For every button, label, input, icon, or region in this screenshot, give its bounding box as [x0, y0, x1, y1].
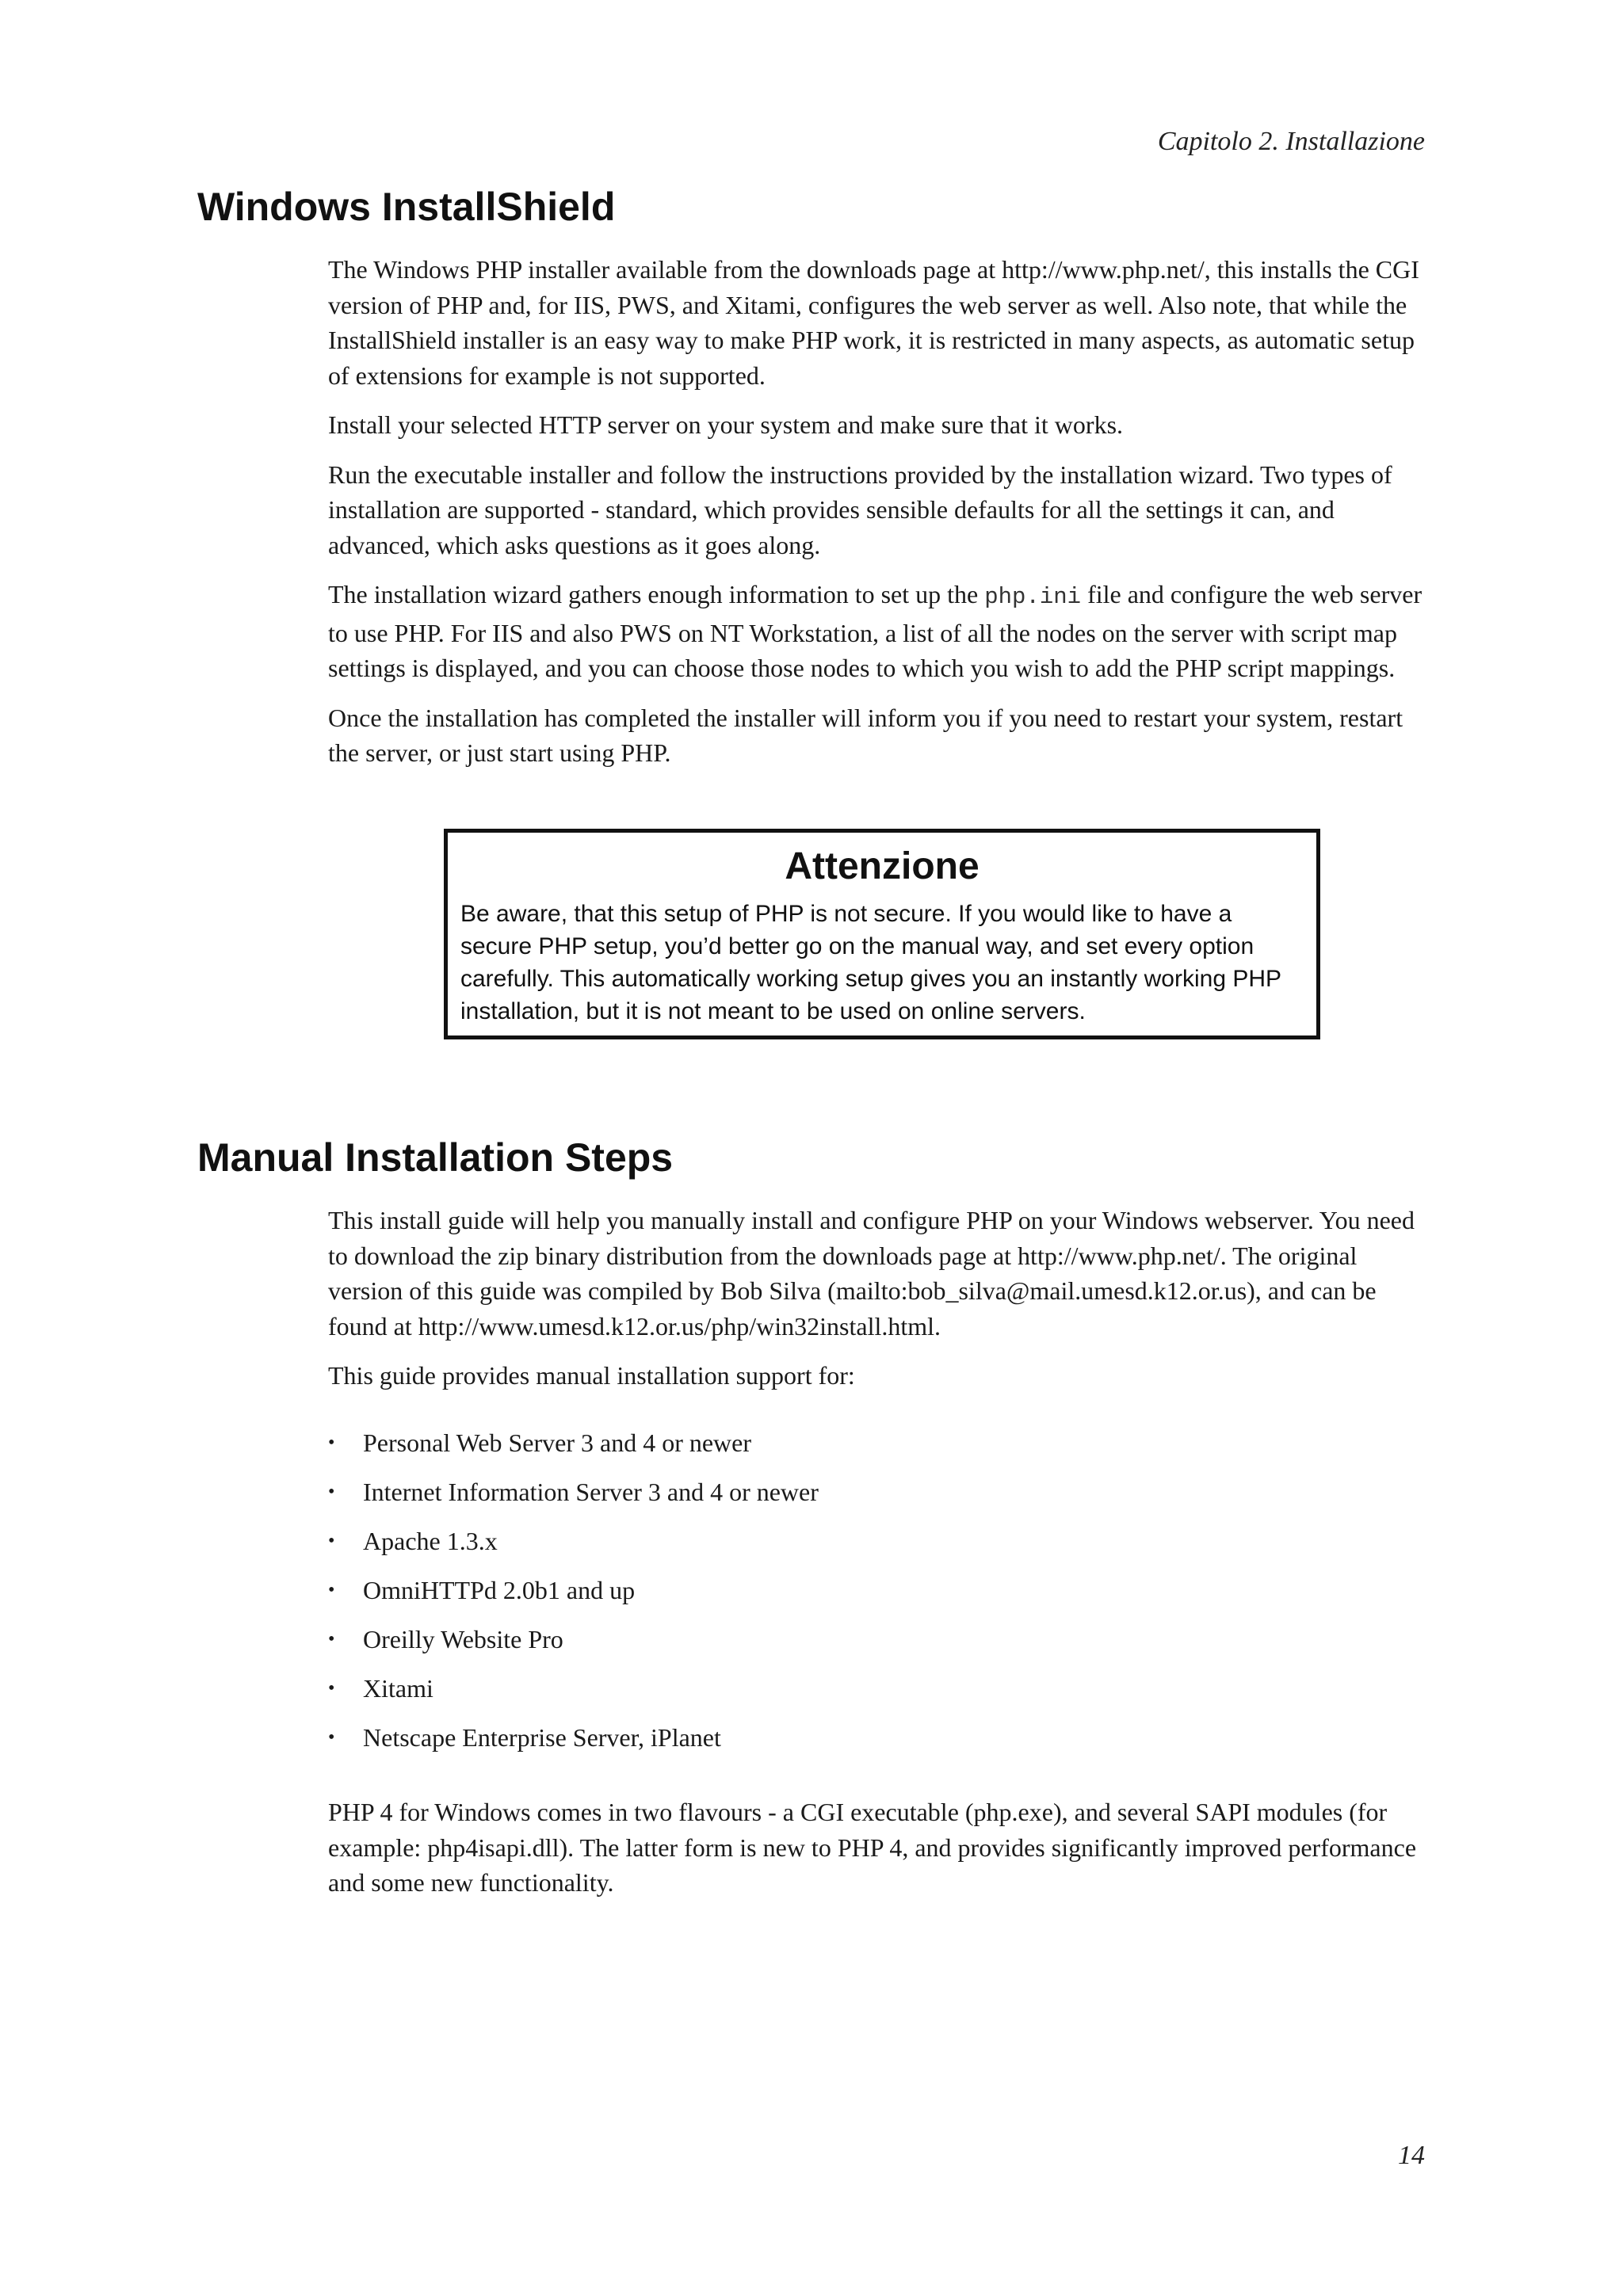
- paragraph: This install guide will help you manually install and configure PHP on your Windows webserver. You need to download the zip binary distribution from the downloads page at http://www.php.net/. The original version of this guide was compiled by Bob Silva (mailto:bob_silva@mail.umesd.k12.or.us), and can be found at http://www.umesd.k12.or.us/php/win32install.html.: [328, 1206, 1415, 1341]
- list-item: [328, 1425, 1438, 1461]
- paragraph: [328, 577, 1438, 686]
- list-item: [328, 1671, 1438, 1707]
- paragraph: PHP 4 for Windows comes in two flavours - a CGI executable (php.exe), and several SAPI modules (for example: php4isapi.dll). The latter form is new to PHP 4, and provides significantly improved performance and some new functionality.: [328, 1798, 1417, 1897]
- section-heading-windows-installshield: Windows InstallShield: [197, 185, 616, 229]
- windows-installshield-body: [328, 252, 1438, 785]
- paragraph: The Windows PHP installer available from the downloads page at http://www.php.net/, this installs the CGI version of PHP and, for IIS, PWS, and Xitami, configures the web server as well. Also note, that while the InstallShield installer is an easy way to make PHP work, it is restricted in many aspects, as automatic setup of extensions for example is not supported.: [328, 255, 1419, 390]
- list-item: [328, 1622, 1438, 1657]
- list-item-text: Oreilly Website Pro: [363, 1624, 563, 1653]
- list-item-text: Netscape Enterprise Server, iPlanet: [363, 1722, 721, 1752]
- bullet-icon: •: [328, 1530, 335, 1551]
- bullet-icon: •: [328, 1677, 335, 1699]
- warning-text: Be aware, that this setup of PHP is not secure. If you would like to have a secure PHP setup, you’d better go on the manual way, and set every option carefully. This automatically working setup gives you an instantly working PHP installation, but it is not meant to be used on online servers.: [460, 901, 1281, 1024]
- php-ini-filename: php.ini: [984, 584, 1082, 610]
- warning-box: [444, 829, 1320, 1039]
- paragraph: This guide provides manual installation support for:: [328, 1361, 855, 1390]
- bullet-icon: •: [328, 1726, 335, 1748]
- list-item-text: Internet Information Server 3 and 4 or newer: [363, 1477, 819, 1506]
- list-item: [328, 1474, 1438, 1510]
- running-header: Capitolo 2. Installazione: [1157, 127, 1425, 156]
- bullet-icon: •: [328, 1579, 335, 1600]
- list-item-text: Apache 1.3.x: [363, 1526, 498, 1555]
- paragraph: Run the executable installer and follow the instructions provided by the installation wizard. Two types of installation are supported - standard, which provides sensible defaults for all the settings it can, and advanced, which asks questions as it goes along.: [328, 460, 1392, 559]
- bullet-icon: •: [328, 1628, 335, 1650]
- list-item-text: Xitami: [363, 1673, 433, 1703]
- paragraph: Install your selected HTTP server on your system and make sure that it works.: [328, 410, 1124, 439]
- section-heading-manual-installation: Manual Installation Steps: [197, 1135, 674, 1180]
- supported-servers-list: [328, 1425, 1438, 1756]
- list-item-text: Personal Web Server 3 and 4 or newer: [363, 1428, 752, 1457]
- bullet-icon: •: [328, 1481, 335, 1502]
- warning-title: Attenzione: [785, 845, 980, 887]
- list-item-text: OmniHTTPd 2.0b1 and up: [363, 1575, 636, 1604]
- list-item: [328, 1720, 1438, 1756]
- list-item: [328, 1524, 1438, 1559]
- paragraph-text: The installation wizard gathers enough information to set up the: [328, 580, 985, 608]
- manual-installation-body: [328, 1203, 1438, 1915]
- paragraph-text: file and configure the web server to use PHP. For IIS and also PWS on NT Workstation, a list of all the nodes on the server with script map settings is displayed, and you can choose those nodes to which you wish to add the PHP script mappings.: [328, 580, 1423, 682]
- paragraph: Once the installation has completed the installer will inform you if you need to restart your system, restart the server, or just start using PHP.: [328, 703, 1403, 767]
- bullet-icon: •: [328, 1432, 335, 1453]
- page-number: 14: [1398, 2141, 1425, 2170]
- list-item: [328, 1573, 1438, 1608]
